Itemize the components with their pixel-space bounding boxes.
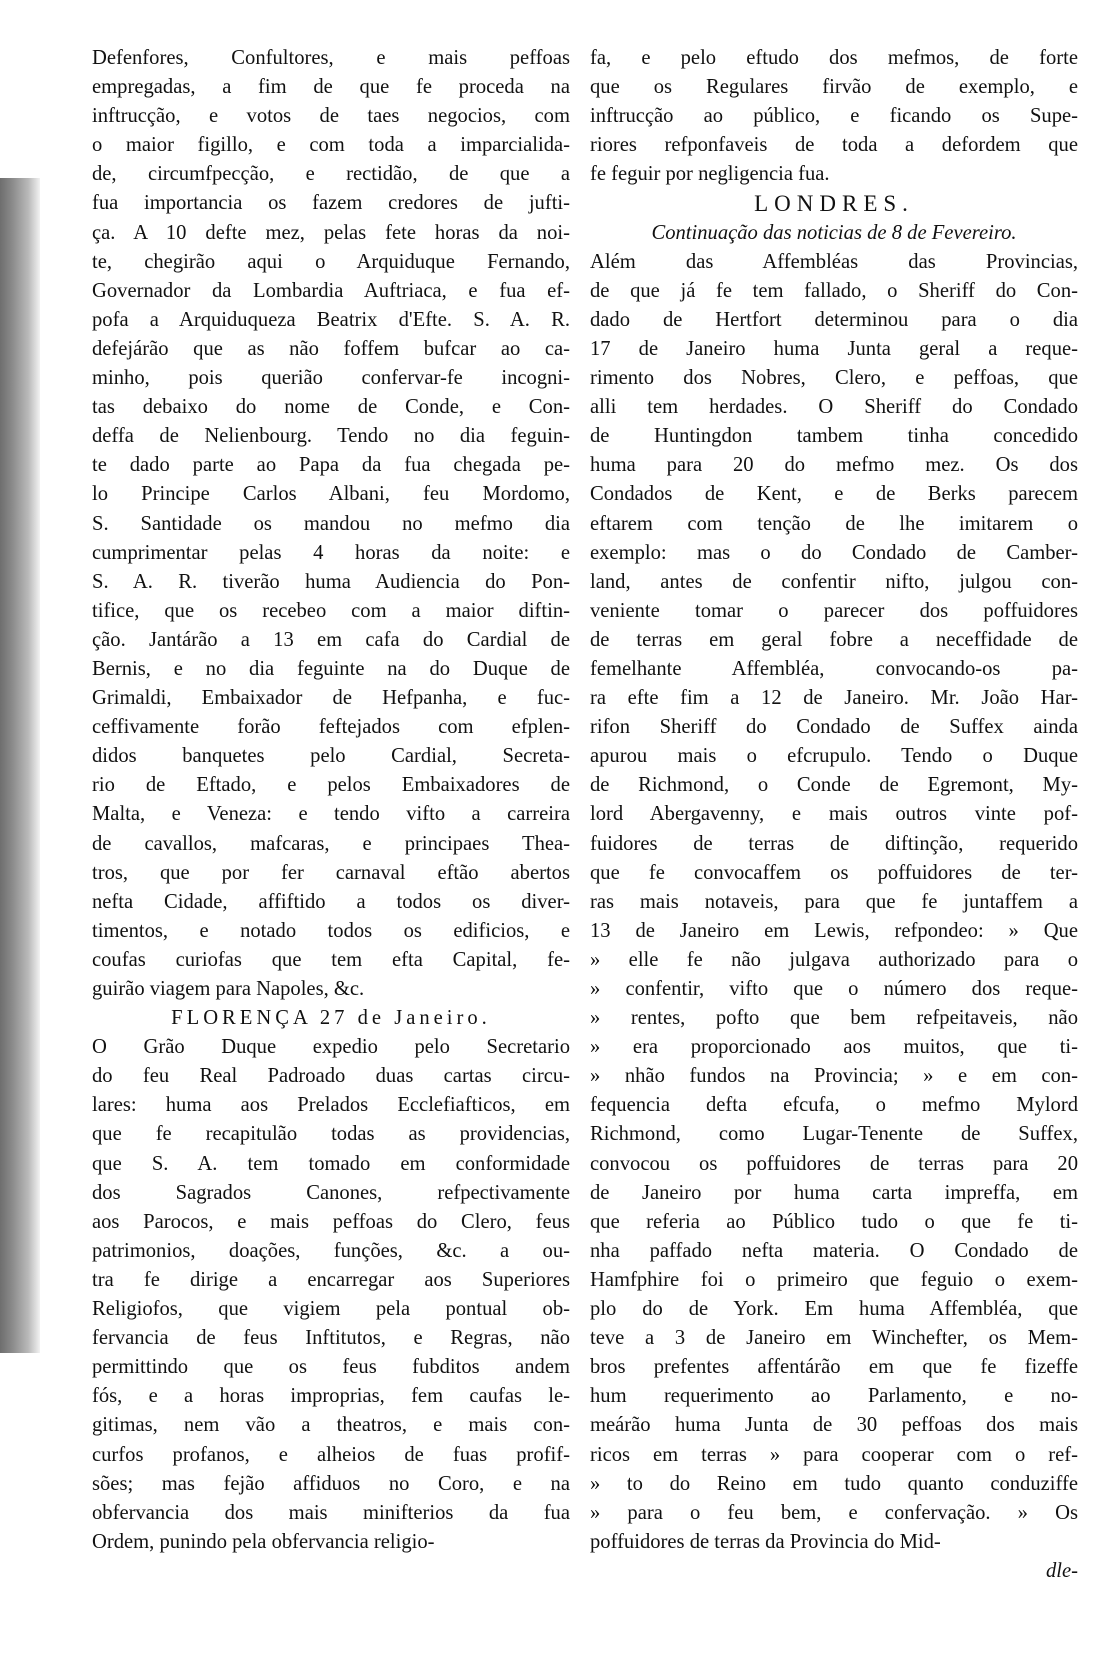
text-line: de que já fe tem fallado, o Sheriff do Con-: [590, 279, 1078, 302]
text-line: dos Sagrados Canones, refpectivamente: [92, 1181, 570, 1204]
text-line: didos banquetes pelo Cardial, Secreta-: [92, 745, 570, 768]
text-line: de Richmond, o Conde de Egremont, My-: [590, 774, 1078, 797]
text-line: tifice, que os recebeo com a maior diftin-: [92, 599, 570, 622]
text-line: ção. Jantárão a 13 em cafa do Cardial de: [92, 628, 570, 651]
text-line: lord Abergavenny, e mais outros vinte pof-: [590, 803, 1078, 826]
text-line: de, circumfpecção, e rectidão, de que a: [92, 163, 570, 186]
text-line: timentos, e notado todos os edificios, e: [92, 919, 570, 942]
text-line: nha paffado nefta materia. O Condado de: [590, 1239, 1078, 1262]
text-line: pofa a Arquiduqueza Beatrix d'Efte. S. A. R.: [92, 308, 570, 331]
text-line: coufas curiofas que tem efta Capital, fe-: [92, 948, 570, 971]
text-line: rifon Sheriff do Condado de Suffex ainda: [590, 716, 1078, 739]
text-line: inftrucção ao público, e ficando os Supe-: [590, 105, 1078, 128]
text-line: Religiofos, que vigiem pela pontual ob-: [92, 1298, 570, 1321]
text-line: que S. A. tem tomado em conformidade: [92, 1152, 570, 1175]
rome-report-paragraph: [92, 44, 570, 1004]
text-line: fequencia defta efcufa, o mefmo Mylord: [590, 1094, 1078, 1117]
text-line: fe feguir por negligencia fua.: [590, 163, 830, 186]
text-line: que fe convocaffem os poffuidores de ter-: [590, 861, 1078, 884]
text-line: do feu Real Padroado duas cartas circu-: [92, 1065, 570, 1088]
text-line: Richmond, como Lugar-Tenente de Suffex,: [590, 1123, 1078, 1146]
text-line: aos Parocos, e mais peffoas do Clero, feus: [92, 1210, 570, 1233]
text-line: empregadas, a fim de que fe proceda na: [92, 76, 570, 99]
text-line: poffuidores de terras da Provincia do Mid-: [590, 1530, 941, 1553]
text-line: fervancia de feus Inftitutos, e Regras, não: [92, 1327, 570, 1350]
text-line: Grimaldi, Embaixador de Hefpanha, e fuc-: [92, 687, 570, 710]
text-line: plo do de York. Em huma Affembléa, que: [590, 1298, 1078, 1321]
text-line: deffa de Nelienbourg. Tendo no dia feguin-: [92, 425, 570, 448]
text-line: O Grão Duque expedio pelo Secretario: [92, 1036, 570, 1059]
text-line: cumprimentar pelas 4 horas da noite: e: [92, 541, 570, 564]
text-line: Hamfphire foi o primeiro que feguio o exem-: [590, 1268, 1078, 1291]
text-line: Além das Affembléas das Provincias,: [590, 250, 1078, 273]
text-line: inftrucção, e votos de taes negocios, com: [92, 105, 570, 128]
text-line: Defenfores, Confultores, e mais peffoas: [92, 47, 570, 69]
text-line: gitimas, nem vão a theatros, e mais con-: [92, 1414, 570, 1437]
text-line: » elle fe não julgava authorizado para o: [590, 948, 1078, 971]
text-line: de terras em geral fobre a neceffidade de: [590, 628, 1078, 651]
text-line: o maior figillo, e com toda a imparcialida-: [92, 134, 570, 157]
text-line: fuidores de terras de diftinção, requerido: [590, 832, 1078, 855]
text-line: 17 de Janeiro huma Junta geral a reque-: [590, 337, 1078, 360]
text-line: tros, que por fer carnaval eftão abertos: [92, 861, 570, 884]
text-line: fós, e a horas improprias, fem caufas le-: [92, 1385, 570, 1408]
text-line: de Huntingdon tambem tinha concedido: [590, 425, 1078, 448]
text-line: tas debaixo do nome de Conde, e Con-: [92, 396, 570, 419]
text-line: nefta Cidade, affiftido a todos os diver-: [92, 890, 570, 913]
left-column: [92, 44, 570, 1557]
text-line: teve a 3 de Janeiro em Winchefter, os Mem-: [590, 1327, 1078, 1350]
text-line: obfervancia dos mais minifterios da fua: [92, 1501, 570, 1524]
text-line: que fe recapitulão todas as providencias,: [92, 1123, 570, 1146]
text-line: S. A. R. tiverão huma Audiencia do Pon-: [92, 570, 570, 593]
text-line: 13 de Janeiro em Lewis, refpondeo: » Que: [590, 919, 1078, 942]
text-line: alli tem herdades. O Sheriff do Condado: [590, 396, 1078, 419]
text-line: dado de Hertfort determinou para o dia: [590, 308, 1078, 331]
text-line: » era proporcionado aos muitos, que ti-: [590, 1036, 1078, 1059]
text-line: rio de Eftado, e pelos Embaixadores de: [92, 774, 570, 797]
right-column: [590, 44, 1078, 1586]
text-line: ça. A 10 defte mez, pelas fete horas da noi-: [92, 221, 570, 244]
text-line: defejárão que as não foffem bufcar ao ca-: [92, 337, 570, 360]
text-line: hum requerimento ao Parlamento, e no-: [590, 1385, 1078, 1408]
florence-report-paragraph: [92, 1033, 570, 1557]
text-line: land, antes de confentir nifto, julgou con-: [590, 570, 1078, 593]
text-line: ra efte fim a 12 de Janeiro. Mr. João Har-: [590, 687, 1078, 710]
continued-paragraph: [590, 44, 1078, 189]
text-line: femelhante Affembléa, convocando-os pa-: [590, 657, 1078, 680]
text-line: permittindo que os feus fubditos andem: [92, 1356, 570, 1379]
text-line: de cavallos, mafcaras, e principaes Thea-: [92, 832, 570, 855]
text-line: bros prefentes affentárão em que fe fizeffe: [590, 1356, 1078, 1379]
text-line: minho, pois querião confervar-fe incogni-: [92, 367, 570, 390]
text-line: curfos profanos, e alheios de fuas profif-: [92, 1443, 570, 1466]
text-line: ras mais notaveis, para que fe juntaffem a: [590, 890, 1078, 913]
text-line: veniente tomar o parecer dos poffuidores: [590, 599, 1078, 622]
text-line: convocou os poffuidores de terras para 20: [590, 1152, 1078, 1175]
text-line: eftarem com tenção de lhe imitarem o: [590, 512, 1078, 535]
text-line: ceffivamente forão feftejados com efplen-: [92, 716, 570, 739]
text-line: Malta, e Veneza: e tendo vifto a carreira: [92, 803, 570, 826]
text-line: exemplo: mas o do Condado de Camber-: [590, 541, 1078, 564]
text-line: sões; mas fejão affiduos no Coro, e na: [92, 1472, 570, 1495]
text-line: de Janeiro por huma carta impreffa, em: [590, 1181, 1078, 1204]
text-line: guirão viagem para Napoles, &c.: [92, 978, 365, 1000]
text-line: meárão huma Junta de 30 peffoas dos mais: [590, 1414, 1078, 1437]
text-line: lares: huma aos Prelados Ecclefiafticos, em: [92, 1094, 570, 1117]
text-line: te dado parte ao Papa da fua chegada pe-: [92, 454, 570, 477]
text-line: apurou mais o efcrupulo. Tendo o Duque: [590, 745, 1078, 768]
london-report-paragraph: [590, 248, 1078, 1557]
text-line: Governador da Lombardia Auftriaca, e fua ef-: [92, 279, 570, 302]
text-line: huma para 20 do mefmo mez. Os dos: [590, 454, 1078, 477]
text-line: riores refponfaveis de toda a defordem que: [590, 134, 1078, 157]
text-line: que referia ao Público tudo o que fe ti-: [590, 1210, 1078, 1233]
text-line: S. Santidade os mandou no mefmo dia: [92, 512, 570, 535]
text-line: » confentir, vifto que o número dos reque-: [590, 978, 1078, 1000]
text-line: Bernis, e no dia feguinte na do Duque de: [92, 657, 570, 680]
london-subtitle: Continuação das noticias de 8 de Fevereiro.: [651, 221, 1017, 244]
text-line: tra fe dirige a encarregar aos Superiores: [92, 1268, 570, 1291]
text-line: rimento dos Nobres, Clero, e peffoas, que: [590, 367, 1078, 390]
text-line: » nhão fundos na Provincia; » e em con-: [590, 1065, 1078, 1088]
text-line: ricos em terras » para cooperar com o ref-: [590, 1443, 1078, 1466]
text-line: que os Regulares firvão de exemplo, e: [590, 76, 1078, 99]
text-line: » to do Reino em tudo quanto conduziffe: [590, 1472, 1078, 1495]
florence-dateline: FLORENÇA 27 de Janeiro.: [171, 1007, 491, 1030]
text-line: Ordem, punindo pela obfervancia religio-: [92, 1530, 435, 1553]
text-line: fua importancia os fazem credores de jufti-: [92, 192, 570, 215]
text-line: te, chegirão aqui o Arquiduque Fernando,: [92, 250, 570, 273]
scan-edge-shadow: [0, 178, 40, 1353]
text-line: lo Principe Carlos Albani, feu Mordomo,: [92, 483, 570, 506]
london-heading: LONDRES.: [754, 191, 914, 217]
catchword: dle-: [1045, 1559, 1078, 1582]
text-line: fa, e pelo eftudo dos mefmos, de forte: [590, 47, 1078, 69]
text-line: » para o feu bem, e confervação. » Os: [590, 1501, 1078, 1524]
text-line: patrimonios, doações, funções, &c. a ou-: [92, 1239, 570, 1262]
text-line: Condados de Kent, e de Berks parecem: [590, 483, 1078, 506]
text-line: » rentes, pofto que bem refpeitaveis, não: [590, 1007, 1078, 1030]
